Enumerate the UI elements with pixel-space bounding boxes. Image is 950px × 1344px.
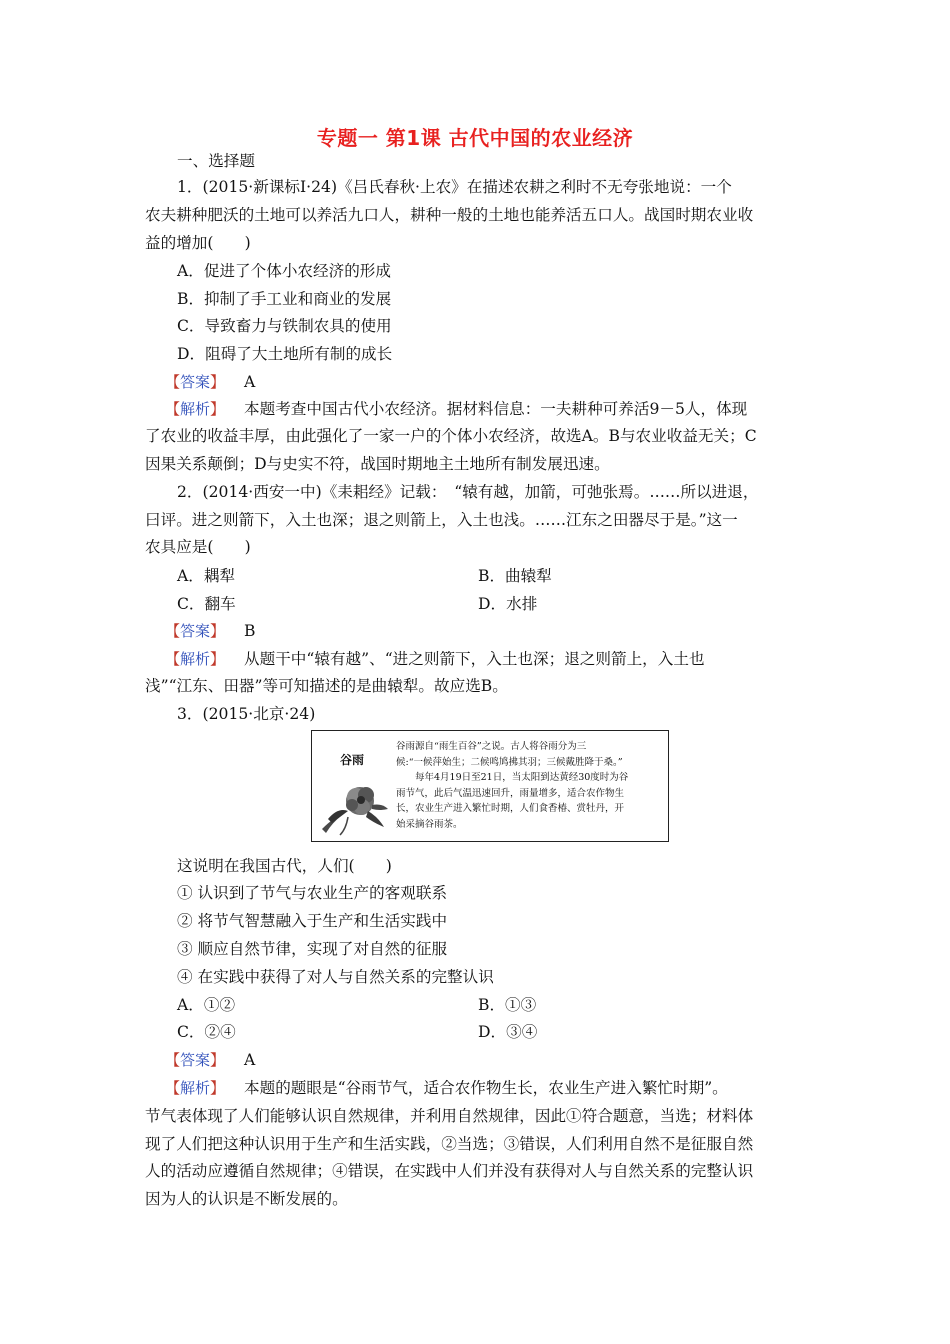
question-2-option-b: B．曲辕犁 — [478, 567, 552, 585]
question-1-analysis-line-2: 了农业的收益丰厚，由此强化了一家一户的个体小农经济，故选A。B与农业收益无关；C — [145, 427, 757, 445]
section-heading: 一、选择题 — [177, 152, 255, 170]
question-2-option-c: C．翻车 — [177, 595, 236, 613]
question-1-option-a: A．促进了个体小农经济的形成 — [177, 262, 391, 280]
page-title: 专题一 第1课 古代中国的农业经济 — [316, 126, 634, 150]
question-2-answer — [165, 621, 255, 641]
question-3-analysis-line-2: 节气表体现了人们能够认识自然规律，并利用自然规律，因此①符合题意，当选；材料体 — [145, 1107, 754, 1125]
answer-value: B — [244, 622, 256, 640]
question-3-statement-4: ④ 在实践中获得了对人与自然关系的完整认识 — [177, 968, 494, 986]
question-1-option-d: D．阻碍了大土地所有制的成长 — [177, 345, 393, 363]
question-3-analysis-line-5: 因为人的认识是不断发展的。 — [145, 1190, 348, 1208]
question-1-stem-line-3: 益的增加( ) — [145, 234, 251, 252]
question-2-option-a: A．耦犁 — [177, 567, 236, 585]
material-label: 谷雨 — [340, 753, 365, 767]
question-3-statement-2: ② 将节气智慧融入于生产和生活实践中 — [177, 912, 448, 930]
question-3-statement-1: ① 认识到了节气与农业生产的客观联系 — [177, 884, 448, 902]
question-2-option-d: D．水排 — [478, 595, 538, 613]
question-2-stem-line-3: 农具应是( ) — [145, 538, 251, 556]
question-2-stem-line-2: 曰评。进之则箭下，入土也深；退之则箭上，入土也浅。……江东之田器尽于是。”这一 — [145, 511, 738, 529]
question-3-analysis-line-3: 现了人们把这种认识用于生产和生活实践，②当选；③错误，人们利用自然不是征服自然 — [145, 1135, 754, 1153]
question-3-analysis-line-1: 【解析】 本题的题眼是“谷雨节气，适合农作物生长，农业生产进入繁忙时期”。 — [165, 1079, 728, 1097]
analysis-tag: 【解析】 — [165, 400, 226, 418]
question-3-statement-3: ③ 顺应自然节律，实现了对自然的征服 — [177, 940, 448, 958]
analysis-tag: 【解析】 — [165, 650, 226, 668]
question-3-option-b: B．①③ — [478, 996, 537, 1014]
material-text: 谷雨源自“雨生百谷”之说。古人将谷雨分为三 候:“一候萍始生；二候鸣鸠拂其羽；三候戴胜降于桑。” 每年4月19日至21日，当太阳到达黄经30度时为谷 雨节气，此后气温迅速回升，雨量增多，适合农作物生 长，农业生产进入繁忙时期，人们食香椿、赏牡丹，开 始采摘谷雨茶。 — [396, 741, 629, 830]
answer-tag: 【答案】 — [165, 373, 226, 391]
question-1-stem-line-1: 1．(2015·新课标Ⅰ·24)《吕氏春秋·上农》在描述农耕之利时不无夸张地说：一个 — [177, 178, 732, 196]
question-3-option-d: D．③④ — [478, 1023, 538, 1041]
material-figure — [311, 730, 669, 842]
question-2-analysis-line-1: 【解析】 从题干中“辕有越”、“进之则箭下，入土也深；退之则箭上，入土也 — [165, 650, 705, 668]
question-3-stem: 3．(2015·北京·24) — [177, 705, 316, 723]
question-3-option-c: C．②④ — [177, 1023, 236, 1041]
question-1-stem-line-2: 农夫耕种肥沃的土地可以养活九口人，耕种一般的土地也能养活五口人。战国时期农业收 — [145, 206, 754, 224]
question-3-question: 这说明在我国古代，人们( ) — [177, 857, 392, 875]
question-3-analysis-line-4: 人的活动应遵循自然规律；④错误，在实践中人们并没有获得对人与自然关系的完整认识 — [145, 1162, 754, 1180]
question-2-stem-line-1: 2．(2014·西安一中)《耒耜经》记载： “辕有越，加箭，可弛张焉。……所以进退， — [177, 483, 759, 501]
answer-tag: 【答案】 — [165, 1051, 226, 1069]
question-3-answer — [165, 1050, 255, 1070]
question-1-analysis-line-3: 因果关系颠倒；D与史实不符，战国时期地主土地所有制发展迅速。 — [145, 455, 610, 473]
question-1-analysis-line-1: 【解析】 本题考查中国古代小农经济。据材料信息：一夫耕种可养活9－5人，体现 — [165, 400, 748, 418]
answer-value: A — [244, 1051, 256, 1069]
answer-value: A — [244, 373, 256, 391]
question-1-answer — [165, 372, 255, 392]
answer-tag: 【答案】 — [165, 622, 226, 640]
question-3-option-a: A．①② — [177, 996, 236, 1014]
question-2-analysis-line-2: 浅”“江东、田器”等可知描述的是曲辕犁。故应选B。 — [145, 677, 508, 695]
question-1-option-c: C．导致畜力与铁制农具的使用 — [177, 317, 392, 335]
analysis-tag: 【解析】 — [165, 1079, 226, 1097]
question-1-option-b: B．抑制了手工业和商业的发展 — [177, 290, 392, 308]
peony-flower-illustration — [318, 777, 390, 837]
